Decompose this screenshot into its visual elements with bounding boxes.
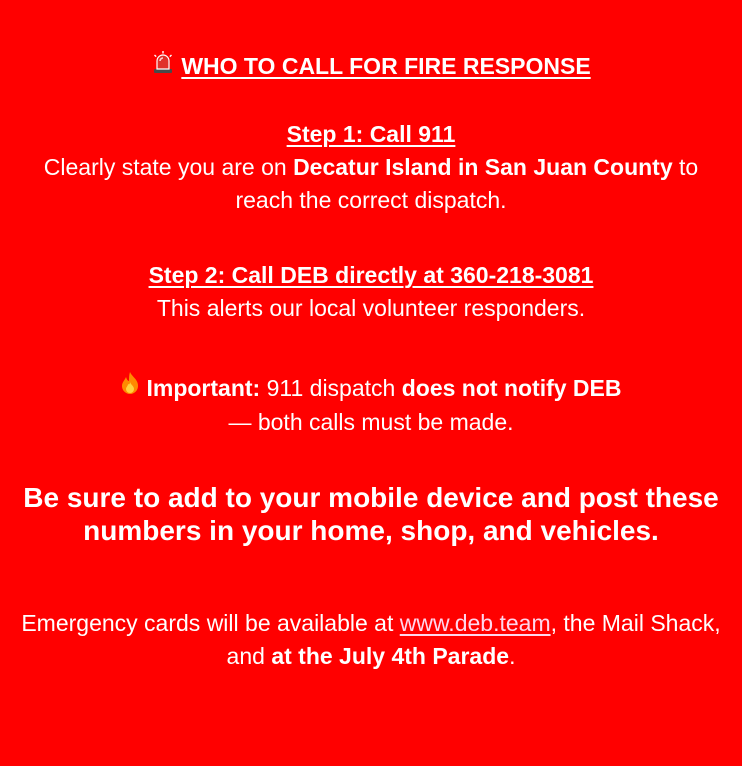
emergency-cards-note: [0, 607, 742, 673]
step-2-section: [0, 259, 742, 325]
step-1-text-before: Clearly state you are on: [43, 154, 294, 180]
important-text-after: — both calls must be made.: [228, 409, 514, 436]
step-2-heading: Step 2: Call DEB directly at 360-218-3081: [148, 262, 594, 288]
step-1-location: Decatur Island in San Juan County: [293, 154, 673, 180]
step-2-text: This alerts our local volunteer responders.: [156, 295, 586, 321]
step-1-heading: Step 1: Call 911: [286, 121, 456, 147]
cards-text-after: .: [509, 643, 516, 669]
important-label: Important:: [146, 375, 261, 401]
step-1-text-after: to reach the correct dispatch.: [235, 154, 699, 213]
step-1-text: [41, 151, 701, 217]
rotating-light-icon: [151, 50, 175, 82]
cards-emphasis: at the July 4th Parade: [271, 643, 510, 669]
cards-text-before: Emergency cards will be available at: [21, 610, 400, 636]
notice-title-text: WHO TO CALL FOR FIRE RESPONSE: [181, 53, 591, 79]
callout-text-body: Be sure to add to your mobile device and post these numbers in your home, shop, and vehicles.: [23, 482, 719, 546]
step-1-section: [0, 118, 742, 217]
callout-text: [0, 481, 742, 547]
deb-team-link[interactable]: www.deb.team: [399, 610, 551, 636]
important-note: [0, 372, 742, 439]
important-emphasis: does not notify DEB: [401, 375, 622, 401]
cards-text-mid: , the Mail Shack, and: [226, 610, 721, 669]
fire-icon: [120, 371, 140, 404]
notice-title: [0, 50, 742, 84]
important-text-mid: 911 dispatch: [260, 375, 402, 401]
